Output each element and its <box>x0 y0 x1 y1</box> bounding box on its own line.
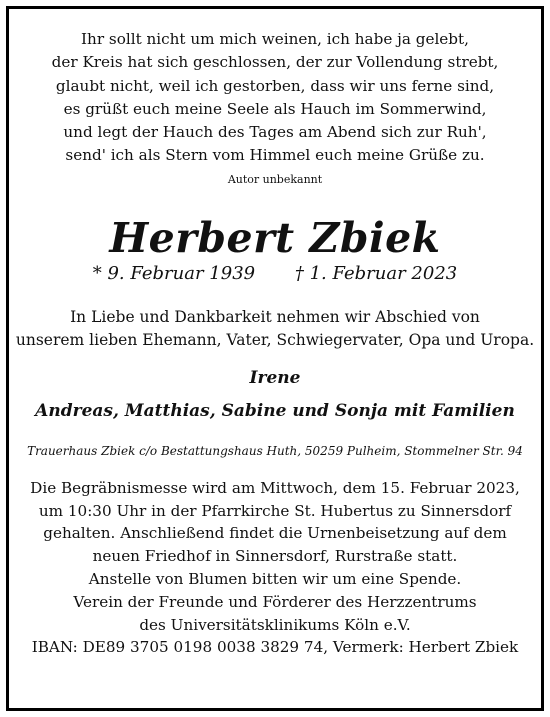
funeral-line: Die Begräbnismesse wird am Mittwoch, dem 15. Februar 2023, <box>30 478 520 497</box>
poem-line: send' ich als Stern vom Himmel euch meine Grüße zu. <box>65 146 485 165</box>
funeral-line: IBAN: DE89 3705 0198 0038 3829 74, Vermerk: Herbert Zbiek <box>31 638 519 657</box>
funeral-details <box>9 477 541 659</box>
farewell-text <box>9 306 541 352</box>
death-date: † 1. Februar 2023 <box>294 262 458 284</box>
funeral-line: neuen Friedhof in Sinnersdorf, Rurstraße statt. <box>92 547 458 566</box>
mourning-address: Trauerhaus Zbiek c/o Bestattungshaus Huth, 50259 Pulheim, Stommelner Str. 94 <box>27 443 523 458</box>
funeral-line: Anstelle von Blumen bitten wir um eine Spende. <box>88 569 462 588</box>
poem <box>9 28 541 168</box>
mourner-children: Andreas, Matthias, Sabine und Sonja mit Familien <box>35 400 515 421</box>
mourner-spouse: Irene <box>249 367 301 388</box>
obituary-notice <box>6 6 544 711</box>
poem-author: Autor unbekannt <box>227 172 323 186</box>
funeral-line: gehalten. Anschließend findet die Urnenbeisetzung auf dem <box>43 524 507 543</box>
poem-line: Ihr sollt nicht um mich weinen, ich habe ja gelebt, <box>81 30 469 48</box>
life-dates <box>9 262 541 286</box>
funeral-line: Verein der Freunde und Förderer des Herzzentrums <box>73 592 477 611</box>
poem-line: es grüßt euch meine Seele als Hauch im Sommerwind, <box>63 99 487 118</box>
funeral-line: um 10:30 Uhr in der Pfarrkirche St. Hubertus zu Sinnersdorf <box>38 501 512 520</box>
poem-line: und legt der Hauch des Tages am Abend sich zur Ruh', <box>63 123 487 142</box>
farewell-line: In Liebe und Dankbarkeit nehmen wir Abschied von <box>70 307 480 326</box>
birth-date: * 9. Februar 1939 <box>92 262 256 284</box>
poem-line: der Kreis hat sich geschlossen, der zur Vollendung strebt, <box>51 53 499 72</box>
deceased-name: Herbert Zbiek <box>109 213 441 262</box>
farewell-line: unserem lieben Ehemann, Vater, Schwiegervater, Opa und Uropa. <box>15 330 535 349</box>
funeral-line: des Universitätsklinikums Köln e.V. <box>139 615 411 634</box>
poem-line: glaubt nicht, weil ich gestorben, dass wir uns ferne sind, <box>55 76 495 95</box>
